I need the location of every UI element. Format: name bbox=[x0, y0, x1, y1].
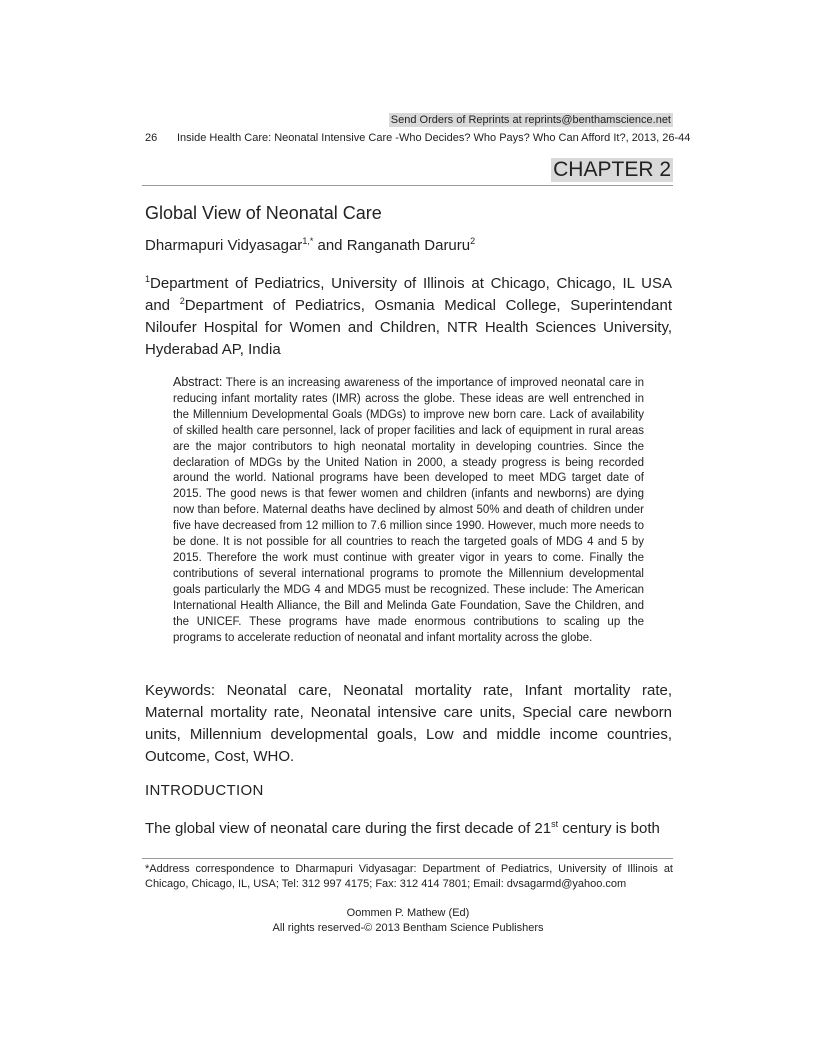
introduction-paragraph bbox=[145, 818, 672, 840]
footnote-divider bbox=[142, 858, 673, 859]
affiliations bbox=[145, 273, 672, 361]
keywords-label: Keywords: bbox=[145, 682, 216, 699]
chapter-label: CHAPTER 2 bbox=[553, 158, 671, 181]
intro-superscript: st bbox=[551, 819, 559, 829]
intro-text-end: century is both bbox=[558, 820, 660, 837]
intro-text-start: The global view of neonatal care during the first decade of 21 bbox=[145, 820, 552, 837]
affiliation-1: Department of Pediatrics, University of Illinois at Chicago, Chicago, IL USA and bbox=[145, 275, 672, 314]
abstract-label: Abstract: bbox=[173, 375, 223, 389]
copyright-line: All rights reserved-© 2013 Bentham Science Publishers bbox=[272, 922, 544, 934]
correspondence-footnote: *Address correspondence to Dharmapuri Vidyasagar: Department of Pediatrics, University of Illinois at Chicago, Chicago, IL, USA; Tel: 312 997 4175; Fax: 312 414 7801; Email: dvsagarmd@yahoo.com bbox=[145, 863, 673, 890]
author-connector: and bbox=[313, 237, 347, 254]
reprint-notice: Send Orders of Reprints at reprints@benthamscience.net bbox=[390, 114, 671, 126]
author-line bbox=[145, 237, 475, 254]
keywords-text: Neonatal care, Neonatal mortality rate, Infant mortality rate, Maternal mortality rate, Neonatal intensive care units, Special care newborn units, Millennium developmental goals, Low and middle income countries, Outcome, Cost, WHO. bbox=[145, 682, 672, 765]
affiliation-2: Department of Pediatrics, Osmania Medical College, Superintendant Niloufer Hospital for Women and Children, NTR Health Sciences University, Hyderabad AP, India bbox=[145, 297, 672, 358]
abstract-text: There is an increasing awareness of the importance of improved neonatal care in reducing infant mortality rates (IMR) across the globe. These ideas are well entrenched in the Millennium Developmental Goals (MDGs) to improve new born care. Lack of availability of skilled health care personnel, lack of proper facilities and lack of equipment in rural areas are the major contributors to high neonatal mortality in developing countries. Since the declaration of MDGs by the United Nation in 2000, a steady progress is being recorded around the world. National programs have been developed to meet MDG target date of 2015. The good news is that fewer women and children (infants and newborns) are dying now than before. Maternal deaths have declined by almost 50% and death of children under five have decreased from 12 million to 7.6 million since 1990. However, much more needs to be done. It is not possible for all countries to reach the targeted goals of MDG 4 and 5 by 2015. Therefore the work must continue with greater vigor in years to come. Finally the contributions of several international programs to promote the Millennium developmental goals particularly the MDG 4 and MDG5 must be recognized. These include: The American International Health Alliance, the Bill and Melinda Gate Foundation, Save the Children, and the UNICEF. These programs have made enormous contributions to scaling up the programs to accelerate reduction of neonatal and infant mortality across the globe. bbox=[173, 377, 644, 644]
editor-credit: Oommen P. Mathew (Ed) bbox=[346, 907, 470, 919]
chapter-title: Global View of Neonatal Care bbox=[145, 203, 382, 223]
author-1-superscript: 1,* bbox=[302, 236, 314, 246]
book-reference: Inside Health Care: Neonatal Intensive Care -Who Decides? Who Pays? Who Can Afford It?, 2013, 26-44 bbox=[177, 132, 691, 144]
affiliation-1-marker: 1 bbox=[145, 274, 151, 284]
author-2: Ranganath Daruru bbox=[346, 237, 471, 254]
chapter-header bbox=[142, 158, 673, 186]
author-1: Dharmapuri Vidyasagar bbox=[145, 237, 303, 254]
affiliation-2-marker: 2 bbox=[179, 296, 185, 306]
page-number: 26 bbox=[145, 132, 158, 144]
introduction-heading: INTRODUCTION bbox=[145, 782, 264, 799]
keywords bbox=[145, 680, 672, 768]
abstract bbox=[173, 375, 644, 646]
running-header bbox=[145, 132, 691, 144]
author-2-superscript: 2 bbox=[470, 236, 476, 246]
